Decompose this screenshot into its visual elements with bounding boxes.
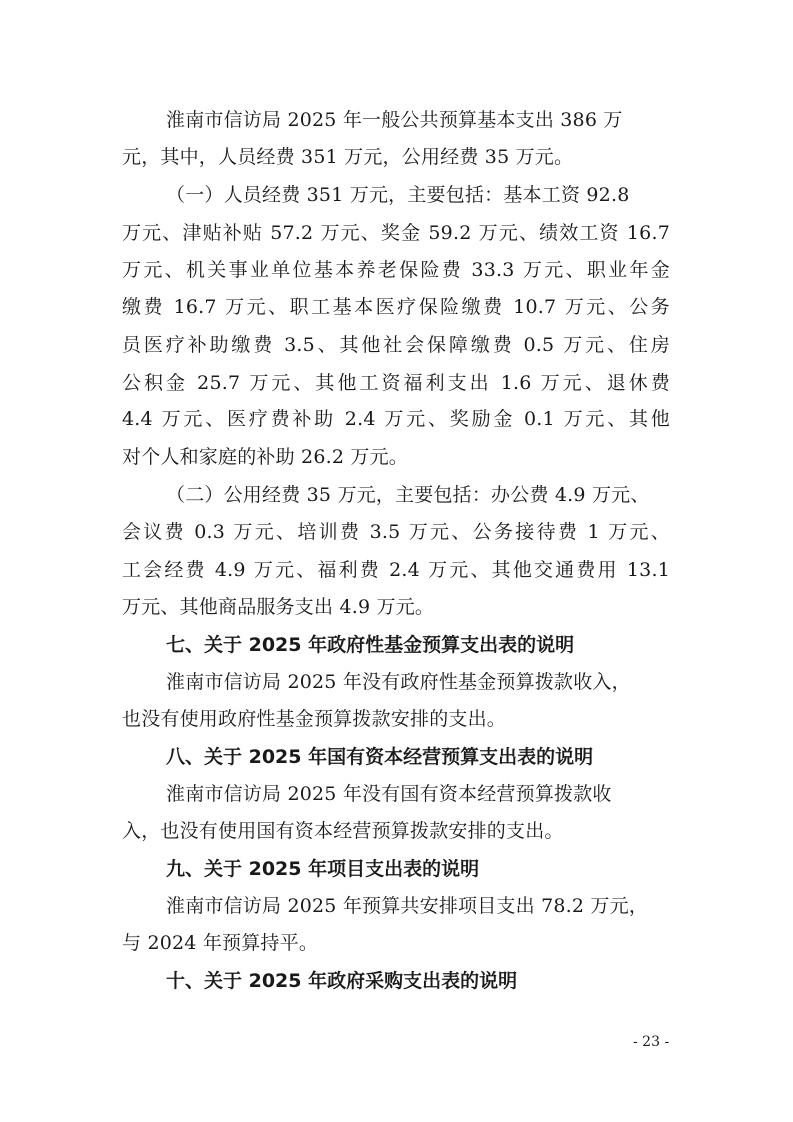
paragraph-line: 对个人和家庭的补助 26.2 万元。 (122, 446, 408, 468)
paragraph-line: 会议费 0.3 万元、培训费 3.5 万元、公务接待费 1 万元、 (122, 521, 671, 543)
paragraph-line: 也没有使用政府性基金预算拨款安排的支出。 (122, 708, 507, 730)
section-heading-7: 七、关于 2025 年政府性基金预算支出表的说明 (166, 634, 575, 656)
paragraph-line: 缴费 16.7 万元、职工基本医疗保险缴费 10.7 万元、公务 (122, 296, 670, 318)
paragraph-line: 万元、津贴补贴 57.2 万元、奖金 59.2 万元、绩效工资 16.7 (122, 222, 670, 244)
paragraph-line: 万元、其他商品服务支出 4.9 万元。 (122, 596, 435, 618)
paragraph-line: 淮南市信访局 2025 年一般公共预算基本支出 386 万 (166, 109, 623, 131)
paragraph-line: （二）公用经费 35 万元，主要包括：办公费 4.9 万元、 (166, 484, 650, 506)
section-heading-8: 八、关于 2025 年国有资本经营预算支出表的说明 (166, 746, 594, 768)
paragraph-line: 淮南市信访局 2025 年没有国有资本经营预算拨款收 (166, 783, 612, 805)
paragraph-line: 元，其中，人员经费 351 万元，公用经费 35 万元。 (122, 146, 574, 168)
paragraph-line: 工会经费 4.9 万元、福利费 2.4 万元、其他交通费用 13.1 (122, 559, 670, 581)
section-heading-10: 十、关于 2025 年政府采购支出表的说明 (166, 970, 518, 992)
paragraph-line: （一）人员经费 351 万元，主要包括：基本工资 92.8 (166, 184, 630, 206)
paragraph-line: 员医疗补助缴费 3.5、其他社会保障缴费 0.5 万元、住房 (122, 334, 670, 356)
paragraph-line: 与 2024 年预算持平。 (122, 932, 319, 954)
section-heading-9: 九、关于 2025 年项目支出表的说明 (166, 858, 480, 880)
paragraph-line: 公积金 25.7 万元、其他工资福利支出 1.6 万元、退休费 (122, 372, 670, 394)
paragraph-line: 淮南市信访局 2025 年预算共安排项目支出 78.2 万元， (166, 895, 649, 917)
paragraph-line: 万元、机关事业单位基本养老保险费 33.3 万元、职业年金 (122, 259, 670, 281)
paragraph-line: 入，也没有使用国有资本经营预算拨款安排的支出。 (122, 820, 564, 842)
paragraph-line: 淮南市信访局 2025 年没有政府性基金预算拨款收入， (166, 671, 631, 693)
page-number: - 23 - (633, 1034, 670, 1050)
paragraph-line: 4.4 万元、医疗费补助 2.4 万元、奖励金 0.1 万元、其他 (122, 408, 670, 430)
